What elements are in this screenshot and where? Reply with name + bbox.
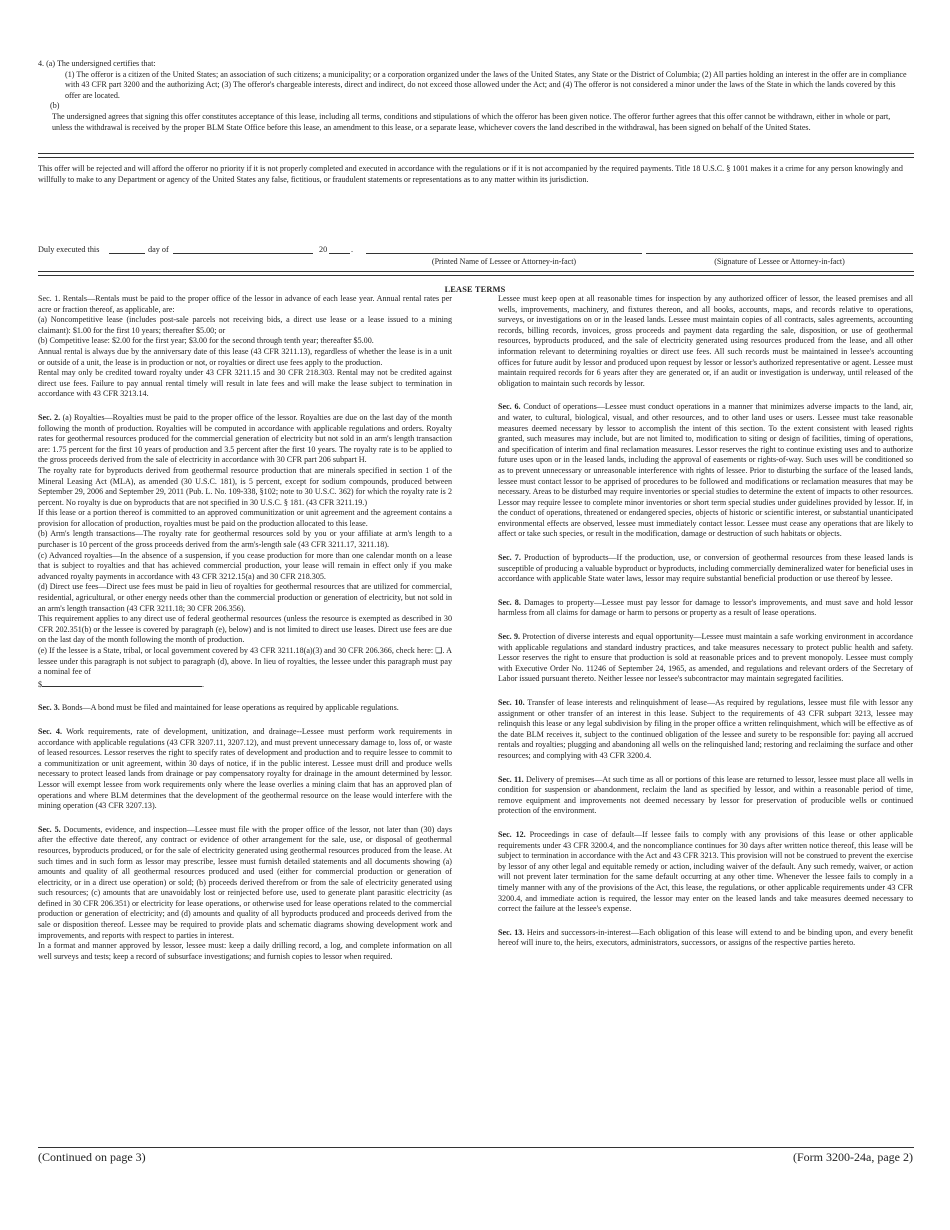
sec2-text: (a) Royalties—Royalties must be paid to the proper office of the lessor. Royalties are due on the last day of the month following the month of production. Royalties will be computed in accordance with applicable regulations and orders. Royalty rates for geothermal resources produced for the commercial generation of electricity but not sold in an arm's length transaction are: 1.75 percent for the first 10 years of production and 3.5 percent after the first 10 years. The royalty rate is to be applied to the gross proceeds derived from the sale of electricity in accordance with 30 CFR part 206 subpart H.: [38, 412, 452, 465]
sec6-text: Conduct of operations—Lessee must conduct operations in a manner that minimizes adverse impacts to the land, air, and water, to cultural, biological, visual, and other resources, and to other land uses or users. Lessee must take reasonable measures deemed necessary by lessor to accomplish the intent of this section. To the extent consistent with leased rights granted, such measures may include, but are not limited to, modification to siting or design of facilities, timing of operations, and specification of interim and final reclamation measures. Lessor reserves the right to continue existing uses and to authorize future uses upon or in the leased lands, including the approval of easements or rights-of-way. Such uses will be conditioned so as to prevent unnecessary or unreasonable interference with rights of lessee. Prior to disturbing the surface of the leased lands, lessee must contact lessor to be apprised of procedures to be followed and modifications or reclamation measures that may be necessary. Areas to be disturbed may require inventories or special studies to determine the extent of impacts to other resources. Lessor may require lessee to complete minor inventories or short term special studies under guidelines provided by lessor. If, in the conduct of operations, threatened or endangered species, objects of historic or scientific interest, or substantial unanticipated environmental effects are observed, lessee must immediately contact lessor. Lessee must cease any operations that are likely to affect or take such species, or result in the modification, damage or destruction of such habitats or objects.: [498, 402, 914, 539]
fee-period: .: [202, 679, 205, 689]
sec7-text: Production of byproducts—If the production, use, or conversion of geothermal resources from these leased lands is susceptible of producing a valuable byproduct or byproducts, including commercially demineralized water for beneficial uses in accordance with applicable State water laws, lessor may require substantial beneficial production or use thereof by lessee.: [498, 553, 914, 584]
sec5-text: Documents, evidence, and inspection—Lessee must file with the proper office of the lessor, not later than (30) days after the effective date thereof, any contract or evidence of other arrangement for the sale, use, or disposal of geothermal resources, byproducts produced, or for the sale of electricity generated using geothermal resources produced from the lease. At such times and in such form as lessor may prescribe, lessee must furnish detailed statements and all documents showing (a) amounts and quality of all geothermal resources produced and used (either for commercial production or generation of electricity, or in a direct use operation) or sold; (b) proceeds derived therefrom or from the sale of electricity generated using such resources; (c) amounts that are unavoidably lost or reinjected before use, used to generate plant parasitic electricity (as defined in 30 CFR 206.351) or electricity for lease operations, or otherwise used for lease operations related to the commercial production or generation of electricity; and (d) amounts and quality of all byproducts produced and proceeds derived from the sale or disposition thereof. Lessee may be required to provide plats and schematic diagrams showing development work and improvements, and reports with respect to parties in interest.: [38, 824, 452, 940]
sec2-d: (d) Direct use fees—Direct use fees must be paid in lieu of royalties for geothermal resources that are utilized for commercial, residential, agricultural, or other energy needs other than the commercial production or generation of electricity, but not sold in an arm's length transaction (43 CFR 3211.18; 30 CFR 206.356).: [38, 582, 452, 613]
sec2-label: Sec. 2.: [38, 412, 61, 422]
divider-line: [38, 157, 914, 158]
sec1-b: (b) Competitive lease: $2.00 for the first year; $3.00 for the second through tenth year; thereafter $5.00.: [38, 336, 374, 346]
sec2-fee-line: [38, 678, 452, 691]
sec6-operations: [498, 402, 913, 540]
sec3-bonds: [38, 703, 452, 714]
sec11-label: Sec. 11.: [498, 774, 524, 784]
year-suffix: .: [351, 245, 354, 254]
divider-line: [38, 275, 914, 276]
sec1-credit: Rental may only be credited toward royalty under 43 CFR 3211.15 and 30 CFR 218.303. Rental may not be credited against direct use fees. Failure to pay annual rental timely will result in late fees and will make the lease subject to termination in accordance with 43 CFR 3213.14.: [38, 368, 452, 399]
sec2-byproducts: The royalty rate for byproducts derived from geothermal resource production that are minerals specified in section 1 of the Mineral Leasing Act (MLA), as amended (30 U.S.C. 181), is 5 percent, except for sodium compounds, produced between September 29, 2006 and September 29, 2011 (Pub. L. No. 109-338, §102; note to 30 U.S.C. 362) for which the royalty rate is 2 percent. No royalty is due on byproducts that are not specified in 30 U.S.C. § 181. (43 CFR 3211.19.): [38, 465, 452, 507]
footer-divider: [38, 1147, 914, 1148]
sec5-records: In a format and manner approved by lessor, lessee must: keep a daily drilling record, a log, and complete information on all well surveys and tests; keep a record of subsurface investigations; and furnish copies to lessor when required.: [38, 941, 452, 961]
certification-b-label: (b): [50, 101, 60, 111]
sec11-delivery: [498, 775, 913, 817]
sec7-label: Sec. 7.: [498, 553, 521, 563]
dollar-sign: $: [38, 679, 43, 689]
lease-terms-right-column: [498, 294, 913, 949]
certification-section: [38, 59, 913, 133]
sec13-heirs: [498, 928, 913, 949]
sec9-protection: [498, 632, 913, 685]
sec2-unit: If this lease or a portion thereof is committed to an approved communitization or unit agreement and the agreement contains a provision for allocation of production, royalties must be paid on the production allocated to this lease.: [38, 508, 452, 528]
signature-caption: (Signature of Lessee or Attorney-in-fact): [714, 257, 845, 266]
day-blank-line[interactable]: [109, 253, 145, 254]
sec7-byproducts: [498, 553, 913, 585]
sec2-d-requirement: This requirement applies to any direct use of federal geothermal resources (unless the resource is exempted as described in 30 CFR 202.351(b) or the lessee is covered by paragraph (e), below) and is not limited to direct use leases. Direct use fees are due on the last day of the month following the month of production.: [38, 614, 452, 645]
sec10-transfer: [498, 698, 913, 762]
sec4-work-requirements: [38, 727, 452, 812]
sec5-documents: [38, 825, 452, 942]
printed-name-caption: (Printed Name of Lessee or Attorney-in-fact): [431, 257, 577, 266]
lease-terms-left-column: [38, 294, 452, 962]
day-of-label: day of: [148, 245, 169, 254]
sec2-e: (e) If the lessee is a State, tribal, or local government covered by 43 CFR 3211.18(a)(3) and 30 CFR 206.366, check here: ❑. A lessee under this paragraph is not subject to paragraph (d), above. In lieu of royalties, the lessee under this paragraph must pay a nominal fee of: [38, 646, 452, 677]
sec3-label: Sec. 3.: [38, 703, 60, 713]
lease-terms-title: LEASE TERMS: [444, 285, 506, 294]
certification-heading: 4. (a) The undersigned certifies that:: [38, 59, 156, 68]
sec1-annual-rental: Annual rental is always due by the anniversary date of this lease (43 CFR 3211.13), regardless of whether the lease is in a unit or outside of a unit, the lease is in production or not, or royalties or direct use fees apply to the production.: [38, 346, 452, 367]
sec8-text: Damages to property—Lessee must pay lessor for damage to lessor's improvements, and must save and hold lessor harmless from all claims for damage or harm to persons or property as a result of lease operations.: [498, 597, 914, 618]
sec5-inspection: Lessee must keep open at all reasonable times for inspection by any authorized officer of lessor, the leased premises and all wells, improvements, machinery, and fixtures thereon, and all books, accounts, maps, and records relative to operations, surveys, or investigations on or in the leased lands. Lessee must maintain copies of all contracts, sales agreements, accounting records, billing records, invoices, gross proceeds and payment data regarding the sale, disposition, or use of geothermal resources, byproducts produced, and the sale of electricity generated using resources produced from the lease, and all other information relevant to determining royalties or direct use fees. All such records must be maintained in lessee's accounting offices for future audit by lessor and produced upon request by lessor or lessor's authorized representative or agent. Lessee must maintain required records for 6 years after they are generated or, if an audit or investigation is underway, until released of the obligation to maintain such records by lessor.: [498, 294, 913, 388]
sec5-label: Sec. 5.: [38, 824, 61, 834]
sec9-text: Protection of diverse interests and equal opportunity—Lessee must maintain a safe working environment in accordance with applicable regulations and standard industry practices, and take measures necessary to protect public health and safety. Lessor reserves the right to ensure that production is sold at reasonable prices and to prevent monopoly. Lessee must comply with Executive Order No. 11246 of September 24, 1965, as amended, and regulations and relevant orders of the Secretary of Labor issued pursuant thereto. Neither lessee nor lessee's subcontractor may maintain segregated facilities.: [498, 632, 913, 684]
sec13-label: Sec. 13.: [498, 927, 525, 937]
sec6-label: Sec. 6.: [498, 402, 521, 412]
sec4-label: Sec. 4.: [38, 726, 62, 736]
sec1-intro: Sec. 1. Rentals—Rentals must be paid to the proper office of the lessor in advance of each lease year. Annual rental rates per acre or fraction thereof, as applicable, are:: [38, 294, 452, 314]
signature-line[interactable]: [646, 253, 913, 254]
sec9-label: Sec. 9.: [498, 632, 521, 642]
sec4-text: Work requirements, rate of development, unitization, and drainage--Lessee must perform work requirements in accordance with applicable regulations (43 CFR 3207.11, 3207.12), and must prevent unnecessary damage to, loss of, or waste of leased resources. Lessor reserves the right to specify rates of development and production and to require lessee to commit to a communitization or unit agreement, within 30 days of notice, if in the public interest. Lessee must drill and produce wells necessary to protect leased lands from drainage or pay compensatory royalty for drainage in the amount determined by lessor. Lessor will exempt lessee from work requirements only where the lease overlies a mining claim that has an approved plan of operations and where BLM determines that the development of the geothermal resource on the lease would interfere with the mining operation (43 CFR 3207.13).: [38, 726, 452, 811]
duly-executed-label: Duly executed this: [38, 245, 100, 254]
sec10-text: Transfer of lease interests and relinquishment of lease—As required by regulations, lessee must file with lessor any assignment or other transfer of an interest in this lease. Subject to the requirements of 43 CFR subpart 3213, lessee may relinquish this lease or any legal subdivision by filing in the proper office a written relinquishment, which will be effective as of the date BLM receives it, subject to the continued obligation of the lessee and surety to be responsible for: paying all accrued rentals and royalties; plugging and abandoning all wells on the relinquished land; restoring and reclaiming the surface and other resources; and complying with 43 CFR 3200.4.: [498, 698, 913, 760]
sec13-text: Heirs and successors-in-interest—Each obligation of this lease will extend to and be binding upon, and every benefit hereof will inure to, the heirs, executors, administrators, successors, or assigns of the respective parties hereto.: [498, 927, 913, 948]
sec3-text: Bonds—A bond must be filed and maintained for lease operations as required by applicable regulations.: [61, 703, 399, 713]
warning-notice: This offer will be rejected and will afford the offeror no priority if it is not properly completed and executed in accordance with the regulations or if it is not accompanied by the required payments. Title 18 U.S.C. § 1001 makes it a crime for any person knowingly and willfully to make to any Department or agency of the United States any false, fictitious, or fraudulent statements or representations as to any matter within its jurisdiction.: [38, 164, 903, 184]
sec10-label: Sec. 10.: [498, 698, 525, 707]
sec2-b: (b) Arm's length transactions—The royalty rate for geothermal resources sold by you or your affiliate at arm's length to a purchaser is 10 percent of the gross proceeds derived from the arm's-length sale (43 CFR 3211.17, 3211.18).: [38, 529, 452, 550]
form-reference: (Form 3200-24a, page 2): [793, 1150, 913, 1164]
sec12-label: Sec. 12.: [498, 829, 526, 839]
sec8-label: Sec. 8.: [498, 597, 521, 607]
sec2-c: (c) Advanced royalties—In the absence of a suspension, if you cease production for more than one calendar month on a lease that is subject to royalties and that has achieved commercial production, your lease will remain in effect only if you make advanced royalty payments in accordance with 43 CFR 3212.15(a) and 30 CFR 218.305.: [38, 550, 452, 581]
year-blank-line[interactable]: [329, 253, 350, 254]
sec12-text: Proceedings in case of default—If lessee fails to comply with any provisions of this lease or other applicable requirements under 43 CFR 3200.4, and the noncompliance continues for 30 days after written notice thereof, this lease will be subject to termination in accordance with the Act and 43 CFR 3213. This provision will not be construed to prevent the exercise by lessor of any other legal and equitable remedy or action, including waiver of the default. Any such remedy, waiver, or action will not prevent later termination for the same default occurring at any other time. Whenever the lessee fails to comply in a timely manner with any of the provisions of the Act, this lease, the regulations, or other applicable requirements under 43 CFR 3200.4, and immediate action is required, the lessor may enter on the leased lands and take measures deemed necessary to correct the failure at the lessee's expense.: [498, 829, 913, 914]
year-prefix: 20: [319, 245, 328, 254]
divider-line: [38, 271, 914, 272]
certification-a-text: (1) The offeror is a citizen of the United States; an association of such citizens; a municipality; or a corporation organized under the laws of the United States, any State or the District of Columbia; (2) All parties holding an interest in the offer are in compliance with 43 CFR part 3200 and the authorizing Act; (3) The offeror's chargeable interests, direct and indirect, do not exceed those allowed under the Act; and (4) The offeror is not considered a minor under the laws of the State in which the lands covered by this offer are located.: [65, 69, 907, 100]
sec12-default: [498, 830, 913, 915]
month-blank-line[interactable]: [173, 253, 313, 254]
sec1-a: (a) Noncompetitive lease (includes post-sale parcels not receiving bids, a direct use lease or a lease issued to a mining claimant): $1.00 for the first 10 years; thereafter $5.00; or: [38, 315, 452, 335]
nominal-fee-blank[interactable]: [42, 678, 205, 689]
sec8-damages: [498, 598, 913, 619]
certification-b-text: The undersigned agrees that signing this offer constitutes acceptance of this lease, including all terms, conditions and stipulations of which the offeror has been given notice. The offeror further agrees that this offer cannot be withdrawn, either in whole or part, unless the withdrawal is received by the proper BLM State Office before this lease, an amendment to this lease, or a separate lease, whichever covers the land described in the withdrawal, has been signed on behalf of the United States.: [52, 111, 891, 132]
continued-note: (Continued on page 3): [38, 1150, 146, 1164]
printed-name-line[interactable]: [366, 253, 642, 254]
divider-line: [38, 153, 914, 154]
sec2-royalties: [38, 413, 452, 466]
certification-b: [38, 101, 913, 133]
sec11-text: Delivery of premises—At such time as all or portions of this lease are returned to lessor, lessee must place all wells in condition for suspension or abandonment, reclaim the land as specified by lessor, and within a reasonable period of time, remove equipment and improvements not deemed necessary by lessor for preservation of producible wells or continued protection of the environment.: [498, 774, 913, 816]
